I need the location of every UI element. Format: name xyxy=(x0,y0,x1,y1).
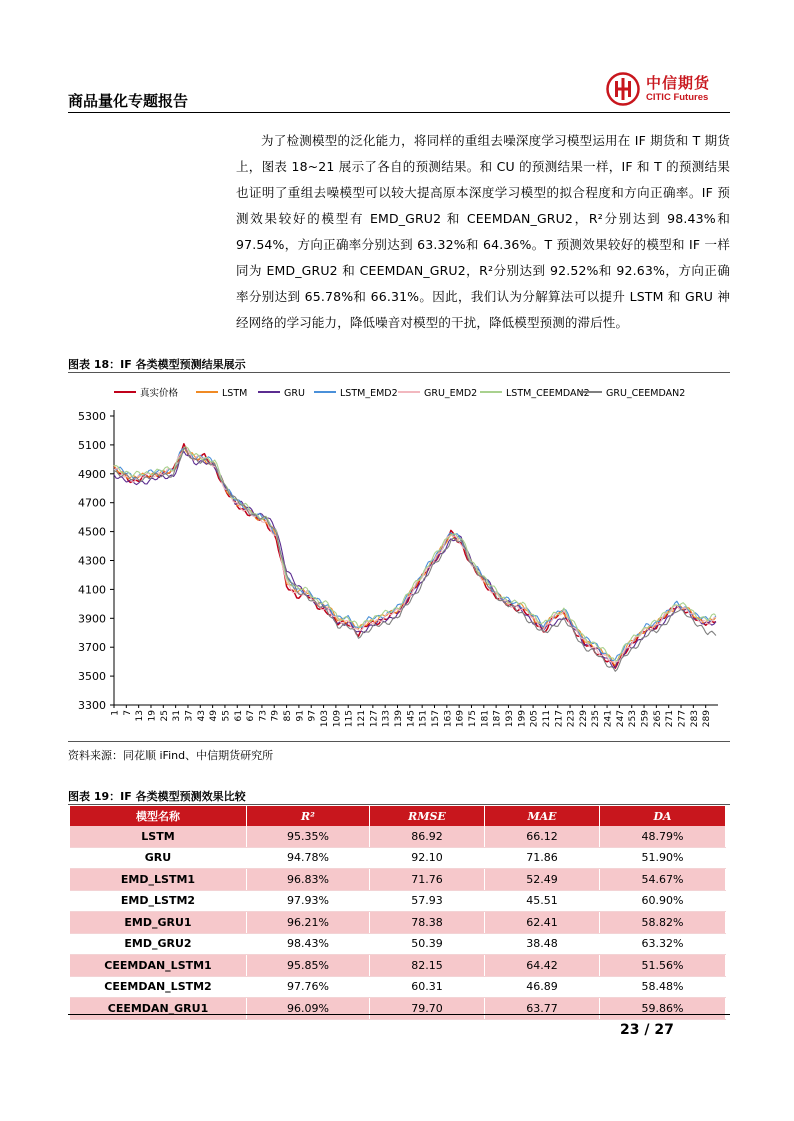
y-tick-label: 4300 xyxy=(78,554,106,568)
cell-r2: 97.76% xyxy=(247,976,370,998)
cell-mae: 46.89 xyxy=(485,976,600,998)
cell-r2: 97.93% xyxy=(247,890,370,912)
series-line-- xyxy=(114,444,716,668)
cell-da: 54.67% xyxy=(600,869,726,891)
citic-logo-icon xyxy=(606,72,640,106)
cell-rmse: 82.15 xyxy=(370,955,485,977)
legend-label: GRU_EMD2 xyxy=(424,388,478,399)
y-tick-label: 3500 xyxy=(78,670,106,684)
y-tick-label: 3900 xyxy=(78,612,106,626)
series-line-lstm xyxy=(114,447,716,665)
cell-rmse: 60.31 xyxy=(370,976,485,998)
x-tick-label: 145 xyxy=(406,710,417,728)
x-tick-label: 25 xyxy=(159,710,170,722)
x-tick-label: 265 xyxy=(652,710,663,728)
x-tick-label: 289 xyxy=(702,710,713,728)
figure19-caption: 图表 19：IF 各类模型预测效果比较 xyxy=(68,790,246,803)
x-tick-label: 67 xyxy=(246,710,257,722)
cell-r2: 98.43% xyxy=(247,933,370,955)
body-paragraph: 为了检测模型的泛化能力，将同样的重组去噪深度学习模型运用在 IF 期货和 T 期货上，图表 18~21 展示了各自的预测结果。和 CU 的预测结果一样，IF 和 T 的预测结果也证明了重组去噪模型可以较大提高原本深度学习模型的拟合程度和方向正确率。IF 预测效果较好的模型有 EMD_GRU2 和 CEEMDAN_GRU2，R²分别达到 98.43%和 97.54%，方向正确率分别达到 63.32%和 64.36%。T 预测效果较好的模型和 IF 一样同为 EMD_GRU2 和 CEEMDAN_GRU2，R²分别达到 92.52%和 92.63%，方向正确率分别达到 65.78%和 66.31%。因此，我们认为分解算法可以提升 LSTM 和 GRU 神经网络的学习能力，降低噪音对模型的干扰，降低模型预测的滞后性。 xyxy=(236,133,730,330)
x-tick-label: 163 xyxy=(443,710,454,728)
x-tick-label: 259 xyxy=(640,710,651,728)
x-tick-label: 253 xyxy=(628,710,639,728)
x-tick-label: 55 xyxy=(221,710,232,722)
x-tick-label: 73 xyxy=(258,710,269,722)
x-tick-label: 91 xyxy=(295,710,306,722)
x-tick-label: 217 xyxy=(554,710,565,728)
cell-mae: 52.49 xyxy=(485,869,600,891)
cell-da: 58.82% xyxy=(600,912,726,934)
cell-mae: 64.42 xyxy=(485,955,600,977)
cell-model: EMD_GRU2 xyxy=(70,933,247,955)
cell-r2: 96.83% xyxy=(247,869,370,891)
x-tick-label: 199 xyxy=(517,710,528,728)
y-tick-label: 3300 xyxy=(78,699,106,712)
table-row xyxy=(70,869,726,891)
cell-r2: 95.85% xyxy=(247,955,370,977)
cell-mae: 45.51 xyxy=(485,890,600,912)
x-tick-label: 271 xyxy=(665,710,676,728)
x-tick-label: 193 xyxy=(504,710,515,728)
y-tick-label: 4500 xyxy=(78,525,106,539)
cell-mae: 38.48 xyxy=(485,933,600,955)
y-tick-label: 3700 xyxy=(78,641,106,655)
x-tick-label: 211 xyxy=(541,710,552,728)
logo-english-name: CITIC Futures xyxy=(646,92,709,103)
table-row xyxy=(70,847,726,869)
cell-model: LSTM xyxy=(70,826,247,847)
x-tick-label: 235 xyxy=(591,710,602,728)
table-row xyxy=(70,976,726,998)
cell-rmse: 86.92 xyxy=(370,826,485,847)
x-tick-label: 13 xyxy=(135,710,146,722)
x-tick-label: 223 xyxy=(566,710,577,728)
x-tick-label: 139 xyxy=(394,710,405,728)
table-row xyxy=(70,998,726,1020)
col-header-rmse: RMSE xyxy=(370,806,485,826)
x-tick-label: 205 xyxy=(529,710,540,728)
cell-r2: 95.35% xyxy=(247,826,370,847)
cell-model: EMD_LSTM2 xyxy=(70,890,247,912)
x-tick-label: 277 xyxy=(677,710,688,728)
y-tick-label: 4700 xyxy=(78,496,106,510)
figure18-caption: 图表 18：IF 各类模型预测结果展示 xyxy=(68,358,246,371)
chart-legend xyxy=(114,387,685,399)
if-prediction-chart xyxy=(68,372,730,739)
x-tick-label: 19 xyxy=(147,710,158,722)
y-tick-label: 4100 xyxy=(78,583,106,597)
citic-futures-logo xyxy=(606,70,731,110)
x-tick-label: 241 xyxy=(603,710,614,728)
cell-da: 51.90% xyxy=(600,847,726,869)
report-title: 商品量化专题报告 xyxy=(68,92,189,110)
series-line-gru-emd2 xyxy=(114,449,716,663)
cell-rmse: 79.70 xyxy=(370,998,485,1020)
x-tick-label: 7 xyxy=(122,710,133,716)
x-tick-label: 133 xyxy=(381,710,392,728)
y-tick-label: 5100 xyxy=(78,438,106,452)
cell-rmse: 92.10 xyxy=(370,847,485,869)
x-tick-label: 247 xyxy=(615,710,626,728)
x-tick-label: 115 xyxy=(344,710,355,728)
x-tick-label: 121 xyxy=(357,710,368,728)
figure18-source: 资料来源：同花顺 iFind、中信期货研究所 xyxy=(68,749,274,762)
x-tick-label: 175 xyxy=(467,710,478,728)
x-tick-label: 37 xyxy=(184,710,195,722)
col-header-r2: R² xyxy=(247,806,370,826)
cell-mae: 63.77 xyxy=(485,998,600,1020)
cell-r2: 94.78% xyxy=(247,847,370,869)
legend-label: GRU xyxy=(284,388,305,399)
x-tick-label: 43 xyxy=(196,710,207,722)
x-tick-label: 85 xyxy=(283,710,294,722)
legend-label: 真实价格 xyxy=(140,388,179,399)
cell-rmse: 71.76 xyxy=(370,869,485,891)
x-tick-label: 229 xyxy=(578,710,589,728)
cell-r2: 96.21% xyxy=(247,912,370,934)
cell-r2: 96.09% xyxy=(247,998,370,1020)
x-tick-label: 97 xyxy=(307,710,318,722)
chart-series xyxy=(114,444,716,672)
body-text xyxy=(236,128,730,336)
header-divider xyxy=(68,112,730,113)
cell-da: 51.56% xyxy=(600,955,726,977)
cell-mae: 66.12 xyxy=(485,826,600,847)
table-row xyxy=(70,955,726,977)
model-comparison-table xyxy=(70,806,726,1020)
x-tick-label: 157 xyxy=(430,710,441,728)
legend-label: GRU_CEEMDAN2 xyxy=(606,388,686,399)
cell-model: CEEMDAN_GRU1 xyxy=(70,998,247,1020)
table-row xyxy=(70,933,726,955)
legend-label: LSTM xyxy=(222,388,248,399)
x-tick-label: 151 xyxy=(418,710,429,728)
x-tick-label: 283 xyxy=(689,710,700,728)
chart-axes xyxy=(78,410,718,727)
x-tick-label: 103 xyxy=(320,710,331,728)
x-tick-label: 127 xyxy=(369,710,380,728)
col-header-da: DA xyxy=(600,806,726,826)
table-row xyxy=(70,890,726,912)
table-row xyxy=(70,826,726,847)
series-line-lstm-emd2 xyxy=(114,448,716,661)
page-number: 23 / 27 xyxy=(620,1022,674,1038)
col-header-mae: MAE xyxy=(485,806,600,826)
footer-divider xyxy=(68,1014,730,1015)
x-tick-label: 1 xyxy=(110,710,121,716)
cell-mae: 71.86 xyxy=(485,847,600,869)
figure19-caption-rule xyxy=(68,804,730,805)
y-tick-label: 5300 xyxy=(78,410,106,423)
legend-label: LSTM_CEEMDAN2 xyxy=(506,388,590,399)
figure18-bottom-rule xyxy=(68,741,730,742)
series-line-lstm-ceemdan2 xyxy=(114,447,716,661)
cell-rmse: 57.93 xyxy=(370,890,485,912)
cell-da: 58.48% xyxy=(600,976,726,998)
y-tick-label: 4900 xyxy=(78,467,106,481)
cell-da: 63.32% xyxy=(600,933,726,955)
legend-label: LSTM_EMD2 xyxy=(340,388,398,399)
table-header-row xyxy=(70,806,726,826)
x-tick-label: 169 xyxy=(455,710,466,728)
cell-rmse: 78.38 xyxy=(370,912,485,934)
x-tick-label: 187 xyxy=(492,710,503,728)
table-row xyxy=(70,912,726,934)
x-tick-label: 31 xyxy=(172,710,183,722)
cell-mae: 62.41 xyxy=(485,912,600,934)
x-tick-label: 79 xyxy=(270,710,281,722)
x-tick-label: 61 xyxy=(233,710,244,722)
cell-da: 48.79% xyxy=(600,826,726,847)
cell-model: EMD_GRU1 xyxy=(70,912,247,934)
cell-da: 60.90% xyxy=(600,890,726,912)
col-header-model: 模型名称 xyxy=(70,806,247,826)
cell-model: CEEMDAN_LSTM2 xyxy=(70,976,247,998)
series-line-gru xyxy=(114,451,716,667)
series-line-gru-ceemdan2 xyxy=(114,448,716,671)
cell-model: EMD_LSTM1 xyxy=(70,869,247,891)
logo-chinese-name: 中信期货 xyxy=(646,74,711,92)
x-tick-label: 49 xyxy=(209,710,220,722)
cell-rmse: 50.39 xyxy=(370,933,485,955)
cell-model: GRU xyxy=(70,847,247,869)
x-tick-label: 109 xyxy=(332,710,343,728)
cell-da: 59.86% xyxy=(600,998,726,1020)
cell-model: CEEMDAN_LSTM1 xyxy=(70,955,247,977)
x-tick-label: 181 xyxy=(480,710,491,728)
